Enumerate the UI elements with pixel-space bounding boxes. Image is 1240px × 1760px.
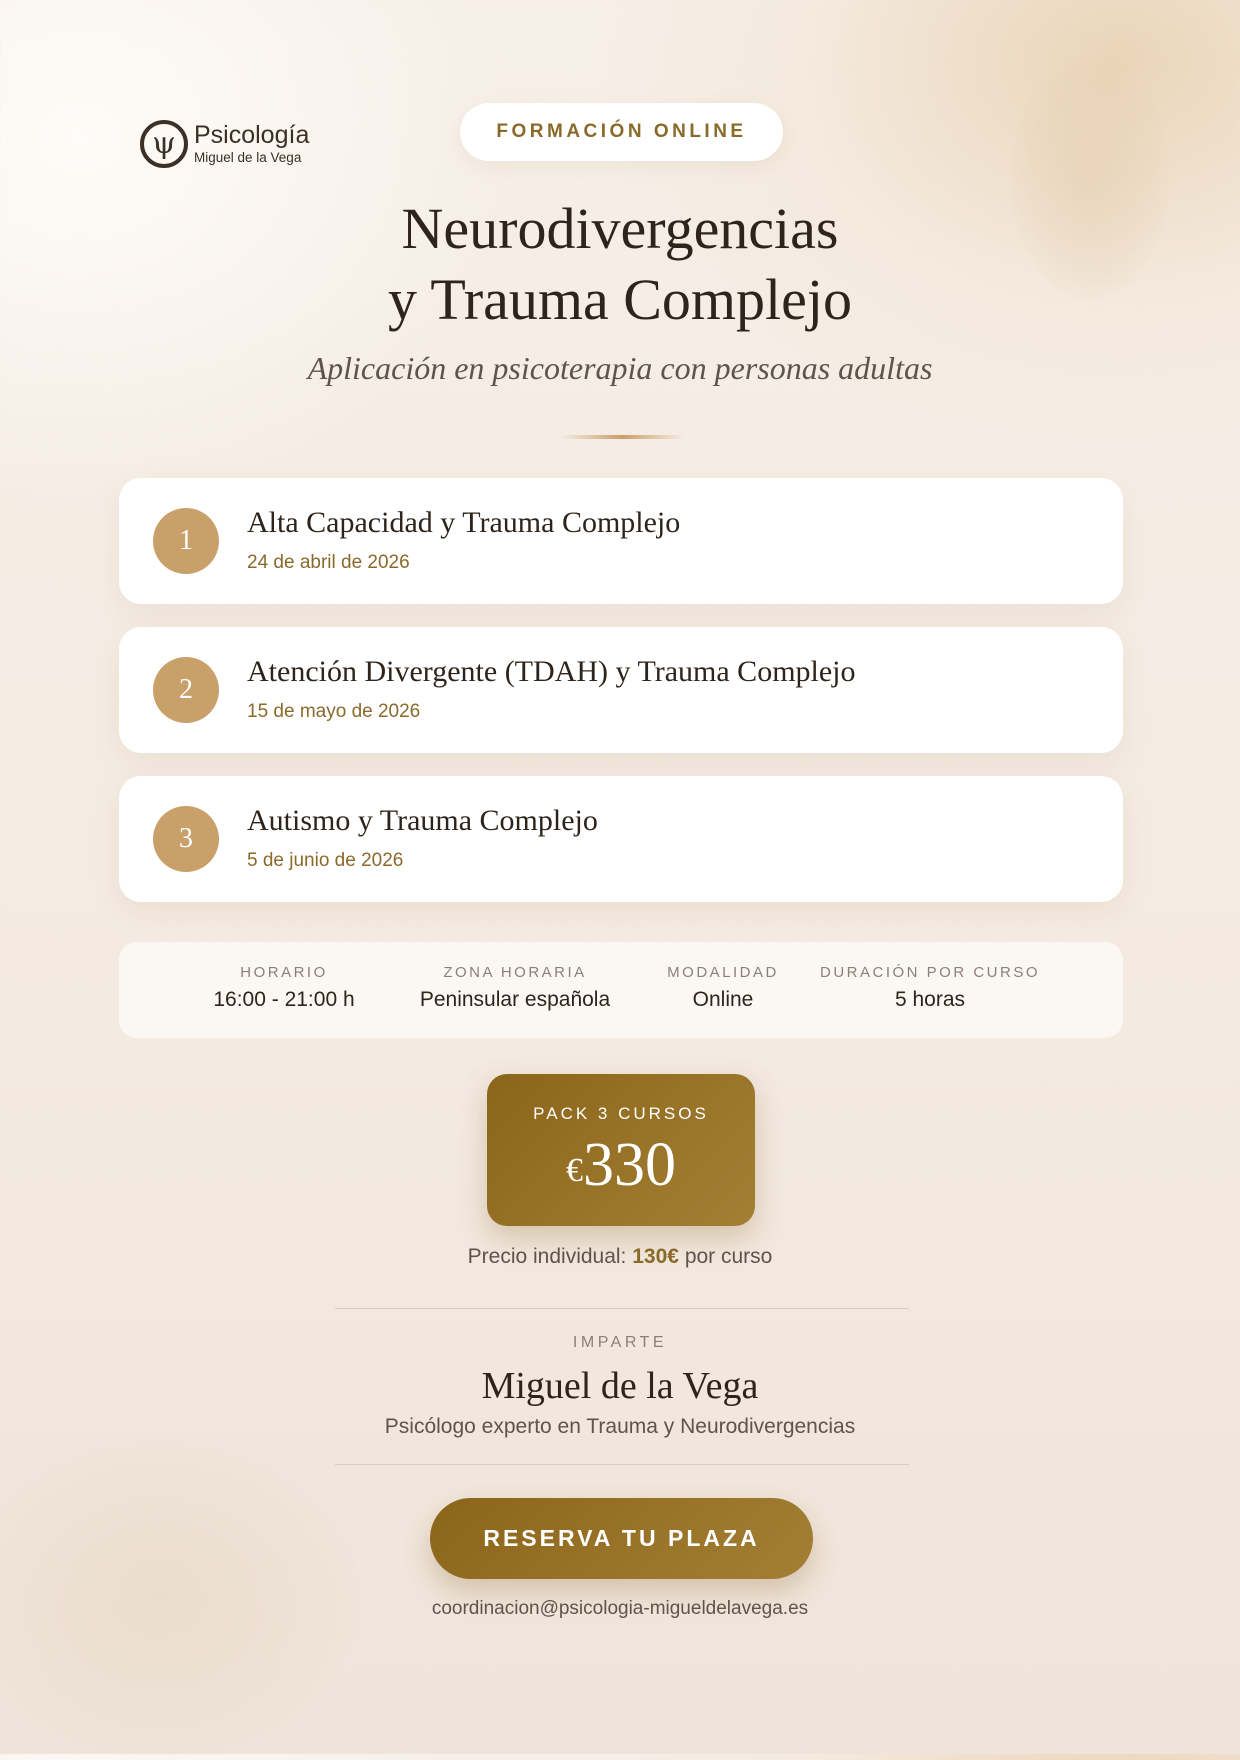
info-timezone [420, 964, 610, 1012]
page-subtitle: Aplicación en psicoterapia con personas adultas [307, 350, 933, 386]
logo-name: Psicología [194, 121, 310, 150]
info-label: HORARIO [240, 964, 328, 981]
title-divider [560, 435, 685, 439]
info-modality [667, 964, 779, 1012]
info-value: Online [692, 988, 754, 1011]
course-date: 15 de mayo de 2026 [247, 701, 421, 722]
course-number-badge: 3 [153, 806, 219, 872]
price-value [487, 1131, 755, 1199]
course-number-badge: 2 [153, 657, 219, 723]
course-title: Autismo y Trauma Complejo [247, 804, 598, 837]
info-duration [820, 964, 1040, 1012]
price-note-prefix: Precio individual: [467, 1245, 627, 1268]
info-value: 16:00 - 21:00 h [213, 988, 355, 1011]
price-currency: € [566, 1152, 583, 1189]
course-card-1 [119, 478, 1123, 604]
info-label: ZONA HORARIA [443, 964, 587, 981]
price-amount: 330 [583, 1131, 676, 1199]
course-card-2 [119, 627, 1123, 753]
psi-icon: ψ [140, 120, 188, 168]
info-schedule [213, 964, 354, 1012]
format-badge: FORMACIÓN ONLINE [460, 103, 783, 161]
teacher-name: Miguel de la Vega [481, 1365, 759, 1407]
page-title-line-1: Neurodivergencias [401, 196, 839, 261]
decorative-circle-top [1010, 55, 1170, 300]
individual-price-note [0, 1245, 1240, 1269]
info-label: MODALIDAD [667, 964, 779, 981]
course-card-3 [119, 776, 1123, 902]
info-label: DURACIÓN POR CURSO [819, 964, 1041, 981]
price-note-suffix: por curso [684, 1245, 773, 1268]
reserve-button[interactable]: RESERVA TU PLAZA [430, 1498, 813, 1579]
info-value: 5 horas [894, 988, 966, 1011]
price-note-amount: 130€ [632, 1245, 679, 1268]
decorative-circle-bottom [0, 1430, 360, 1760]
divider [335, 1464, 909, 1465]
course-date: 24 de abril de 2026 [247, 552, 410, 573]
price-label: PACK 3 CURSOS [533, 1104, 709, 1123]
info-value: Peninsular española [419, 988, 611, 1011]
price-box [487, 1074, 755, 1226]
teacher-label: IMPARTE [572, 1334, 668, 1351]
course-date: 5 de junio de 2026 [247, 850, 404, 871]
logo-text [194, 123, 309, 165]
logo-subtitle: Miguel de la Vega [194, 150, 302, 166]
divider [335, 1308, 909, 1309]
course-title: Alta Capacidad y Trauma Complejo [247, 506, 681, 539]
page-title-line-2: y Trauma Complejo [387, 267, 853, 332]
course-number-badge: 1 [153, 508, 219, 574]
course-info-bar [119, 942, 1123, 1038]
teacher-role: Psicólogo experto en Trauma y Neurodivergencias [384, 1415, 856, 1438]
logo [140, 120, 309, 168]
contact-email[interactable]: coordinacion@psicologia-migueldelavega.es [431, 1598, 809, 1619]
course-title: Atención Divergente (TDAH) y Trauma Complejo [247, 655, 856, 688]
